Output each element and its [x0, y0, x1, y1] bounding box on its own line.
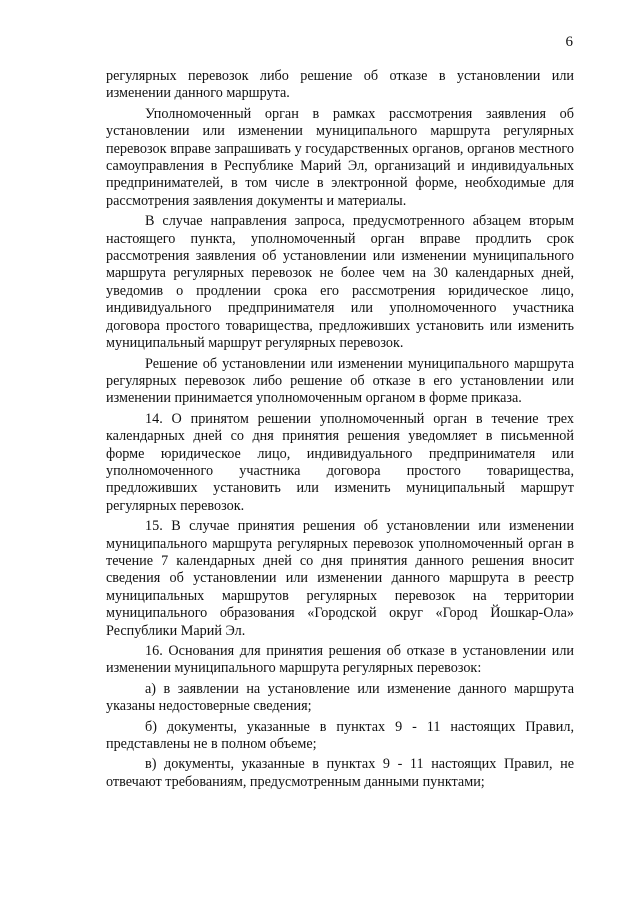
paragraph-item-15: 15. В случае принятия решения об установлении или изменении муниципального маршрута регулярных перевозок уполномоченный орган в течение 7 календарных дней со дня принятия данного решения вносит сведения об установлении или изменении данного маршрута в реестр муниципальных маршрутов регулярных перевозок на территории муниципального образования «Городской округ «Город Йошкар-Ола» Республики Марий Эл.: [106, 518, 574, 639]
paragraph-item-16-c: в) документы, указанные в пунктах 9 - 11 настоящих Правил, не отвечают требованиям, предусмотренным данными пунктами;: [106, 756, 574, 790]
paragraph-item-16-b: б) документы, указанные в пунктах 9 - 11 настоящих Правил, представлены не в полном объеме;: [106, 718, 574, 753]
paragraph-item-16: 16. Основания для принятия решения об отказе в установлении или изменении муниципального маршрута регулярных перевозок:: [106, 643, 574, 677]
paragraph-item-16-a: а) в заявлении на установление или изменение данного маршрута указаны недостоверные сведения;: [106, 680, 574, 715]
document-body: [106, 68, 574, 794]
paragraph-decision-form: Решение об установлении или изменении муниципального маршрута регулярных перевозок либо решение об отказе в его установлении или изменении принимается уполномоченным органом в форме приказа.: [106, 355, 574, 407]
paragraph-request-powers: Уполномоченный орган в рамках рассмотрения заявления об установлении или изменении муниципального маршрута регулярных перевозок вправе запрашивать у государственных органов, органов местного самоуправления в Республике Марий Эл, организаций и индивидуальных предпринимателей, в том числе в электронной форме, необходимые для рассмотрения заявления документы и материалы.: [106, 105, 574, 209]
paragraph-extension: В случае направления запроса, предусмотренного абзацем вторым настоящего пункта, уполномоченный орган вправе продлить срок рассмотрения заявления об установлении или изменении муниципального маршрута регулярных перевозок не более чем на 30 календарных дней, уведомив о продлении срока его рассмотрения юридическое лицо, индивидуального предпринимателя или уполномоченного участника договора простого товарищества, предложивших установить или изменить муниципальный маршрут регулярных перевозок.: [106, 213, 574, 352]
paragraph-continuation: регулярных перевозок либо решение об отказе в установлении или изменении данного маршрута.: [106, 68, 574, 102]
page-number: 6: [565, 34, 573, 50]
paragraph-item-14: 14. О принятом решении уполномоченный орган в течение трех календарных дней со дня принятия решения уведомляет в письменной форме юридическое лицо, индивидуального предпринимателя или уполномоченного участника договора простого товарищества, предложивших установить или изменить муниципальный маршрут регулярных перевозок.: [106, 410, 574, 514]
